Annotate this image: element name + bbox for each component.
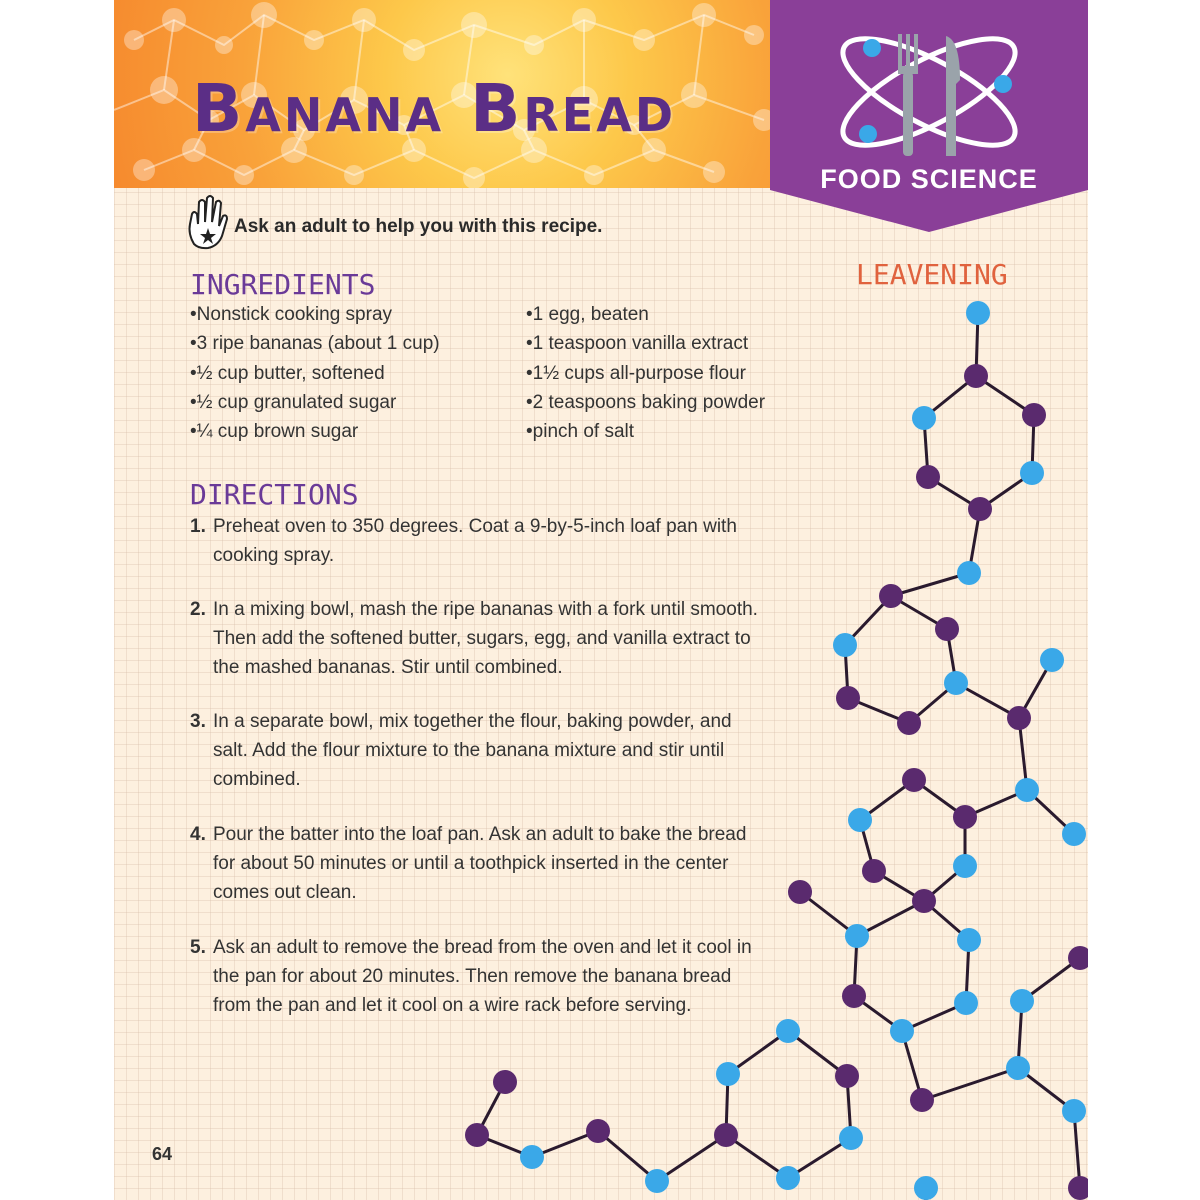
step-text: In a separate bowl, mix together the flour, baking powder, and salt. Add the flour mixture to the banana mixture and stir until combined. <box>213 711 732 790</box>
badge-label: FOOD SCIENCE <box>820 164 1038 194</box>
ingredient-item: • ¼ cup brown sugar <box>190 417 440 446</box>
step-number: 1. <box>190 516 206 537</box>
step-number: 5. <box>190 937 206 958</box>
step-text: Ask an adult to remove the bread from the oven and let it cool in the pan for about 20 minutes. Then remove the banana bread from the pan and let it cool on a wire rack before serving. <box>213 937 752 1016</box>
page-number: 64 <box>152 1144 173 1164</box>
step-number: 2. <box>190 599 206 620</box>
ingredient-item: • ½ cup butter, softened <box>190 359 440 388</box>
step-number: 3. <box>190 711 206 732</box>
ingredient-item: • pinch of salt <box>526 417 765 446</box>
ingredient-item: • 2 teaspoons baking powder <box>526 388 765 417</box>
page-title: Banana Bread <box>192 70 677 147</box>
ingredient-item: • Nonstick cooking spray <box>190 300 440 329</box>
ingredients-heading: INGREDIENTS <box>190 268 376 301</box>
note-text: Ask an adult to help you with this recipe. <box>234 216 603 237</box>
ingredient-item: • 1 egg, beaten <box>526 300 765 329</box>
step-number: 4. <box>190 824 206 845</box>
ingredient-item: • 3 ripe bananas (about 1 cup) <box>190 329 440 358</box>
molecule-chain-illustration <box>114 0 1088 1200</box>
ingredient-item: • ½ cup granulated sugar <box>190 388 440 417</box>
ingredient-item: • 1½ cups all-purpose flour <box>526 359 765 388</box>
step-text: In a mixing bowl, mash the ripe bananas with a fork until smooth. Then add the softened butter, sugars, egg, and vanilla extract to the mashed bananas. Stir until combined. <box>213 599 758 678</box>
recipe-page <box>114 0 1088 1200</box>
directions-heading: DIRECTIONS <box>190 478 359 511</box>
step-text: Preheat oven to 350 degrees. Coat a 9-by-5-inch loaf pan with cooking spray. <box>213 516 737 566</box>
step-text: Pour the batter into the loaf pan. Ask an adult to bake the bread for about 50 minutes or until a toothpick inserted in the center comes out clean. <box>213 824 747 903</box>
leavening-label: LEAVENING <box>856 258 1008 291</box>
ingredient-item: • 1 teaspoon vanilla extract <box>526 329 765 358</box>
